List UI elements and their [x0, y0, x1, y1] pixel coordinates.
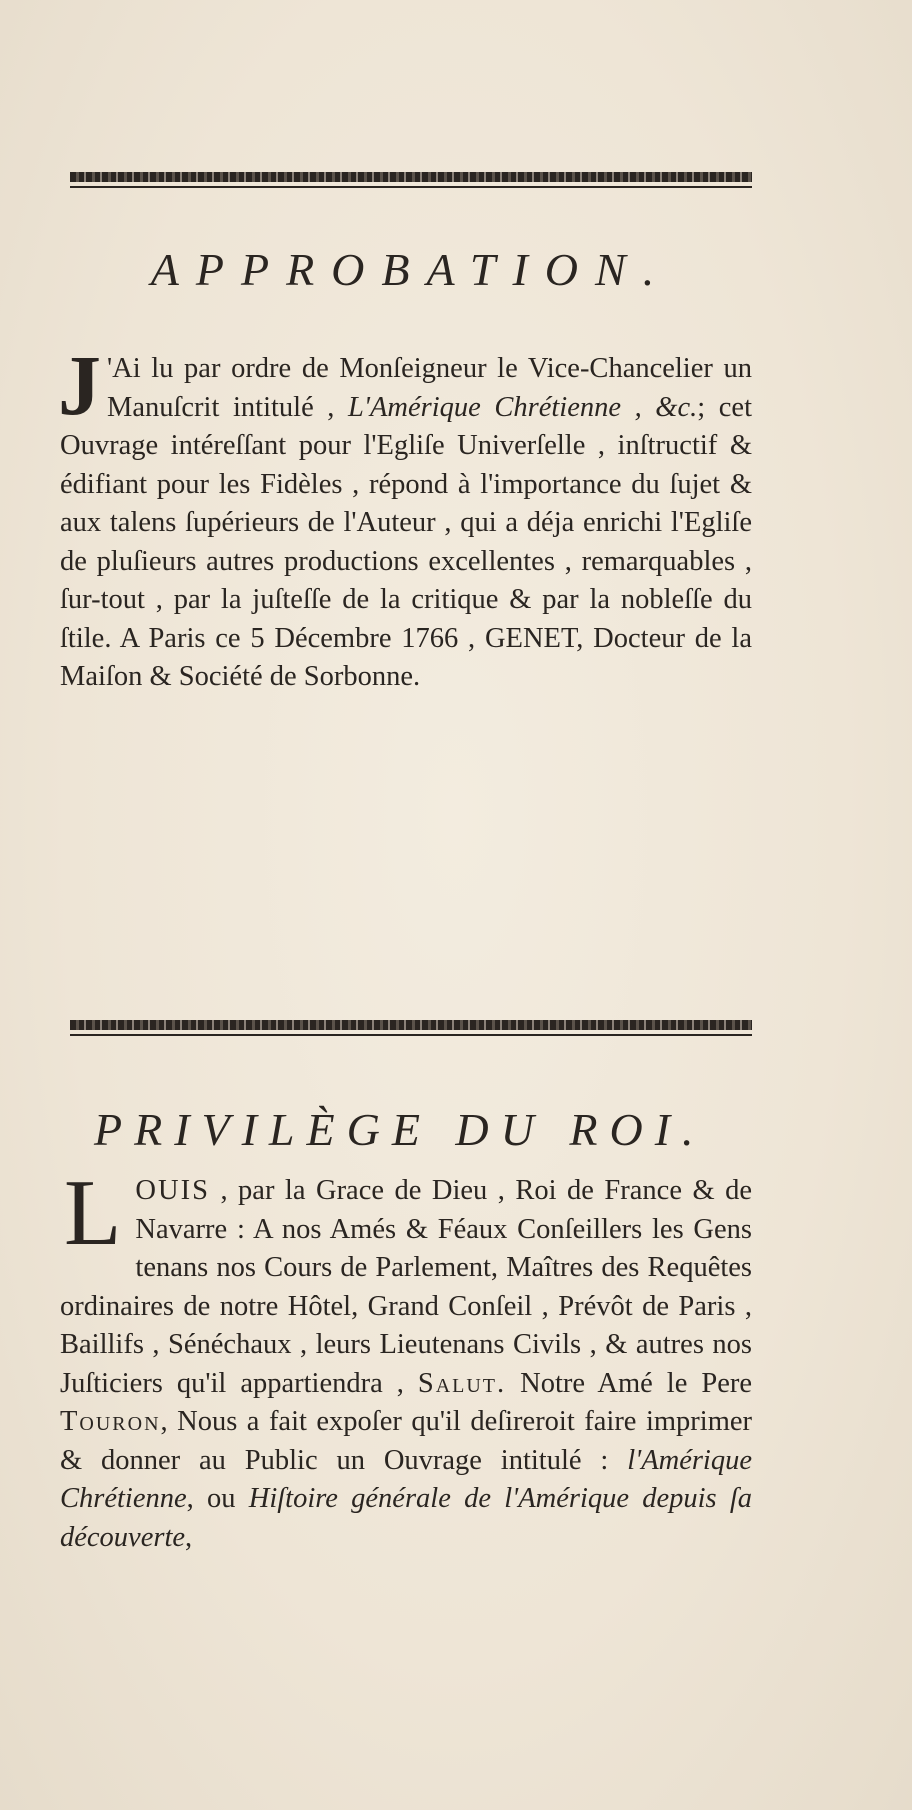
privilege-heading: PRIVILÈGE DU ROI. [94, 1104, 706, 1155]
middle-ornament-band [70, 1020, 752, 1036]
privilege-touron: Touron [60, 1406, 161, 1437]
ornament-rule [70, 1034, 752, 1036]
approbation-opening: 'Ai lu par ordre de Monſeigneur le Vice-Chancelier un Manuſcrit intitulé , [107, 353, 752, 423]
privilege-body-5: , [185, 1521, 193, 1553]
approbation-dropcap: J [58, 337, 101, 433]
approbation-signer: GENET [484, 622, 577, 654]
privilege-body-3: , Nous a fait expoſer qu'il deſireroit faire imprimer & donner au Public un Ouvrage intitulé : [60, 1406, 752, 1476]
approbation-signer-title: , Docteur de la Maiſon & Société de Sorbonne. [60, 622, 752, 692]
privilege-work-title: l'Amérique Chrétienne [60, 1444, 753, 1514]
approbation-work-title: L'Amérique Chrétienne , &c. [348, 391, 698, 423]
ornament-pattern [70, 172, 752, 182]
privilege-body-4: , ou [186, 1483, 236, 1514]
top-ornament-band [70, 172, 752, 188]
privilege-salut: Salut. [417, 1367, 507, 1399]
privilege-text [60, 1161, 753, 1557]
privilege-body: , par la Grace de Dieu , Roi de France & de Navarre : A nos Amés & Féaux Conſeillers les Gens tenans nos Cours de Parlement, Maîtres des Requêtes ordinaires de notre Hôtel, Grand Conſeil , Prévôt de Paris , Baillifs , Sénéchaux , leurs Lieutenans Civils , & autres nos Juſticiers qu'il appartiendra , [60, 1175, 753, 1399]
approbation-body: ; cet Ouvrage intéreſſant pour l'Egliſe Univerſelle , inſtructif & édifiant pour les Fidèles , répond à l'importance du ſujet & aux talens ſupérieurs de l'Auteur , qui a déja enrichi l'Egliſe de pluſieurs autres productions excellentes , remarquables , ſur-tout , par la juſteſſe de la critique & par la nobleſſe du ſtile. A Paris ce 5 Décembre 1766 , [60, 391, 752, 654]
ornament-rule [70, 186, 752, 188]
privilege-dropcap: L [64, 1161, 122, 1265]
approbation-text [58, 337, 752, 697]
privilege-subtitle: Hiſtoire générale de l'Amérique depuis ſa découverte [60, 1483, 753, 1553]
ornament-pattern [70, 1020, 752, 1030]
approbation-heading: APPROBATION. [150, 244, 672, 295]
privilege-body-2: Notre Amé le Pere [520, 1367, 752, 1399]
privilege-first-word: OUIS [135, 1175, 210, 1206]
